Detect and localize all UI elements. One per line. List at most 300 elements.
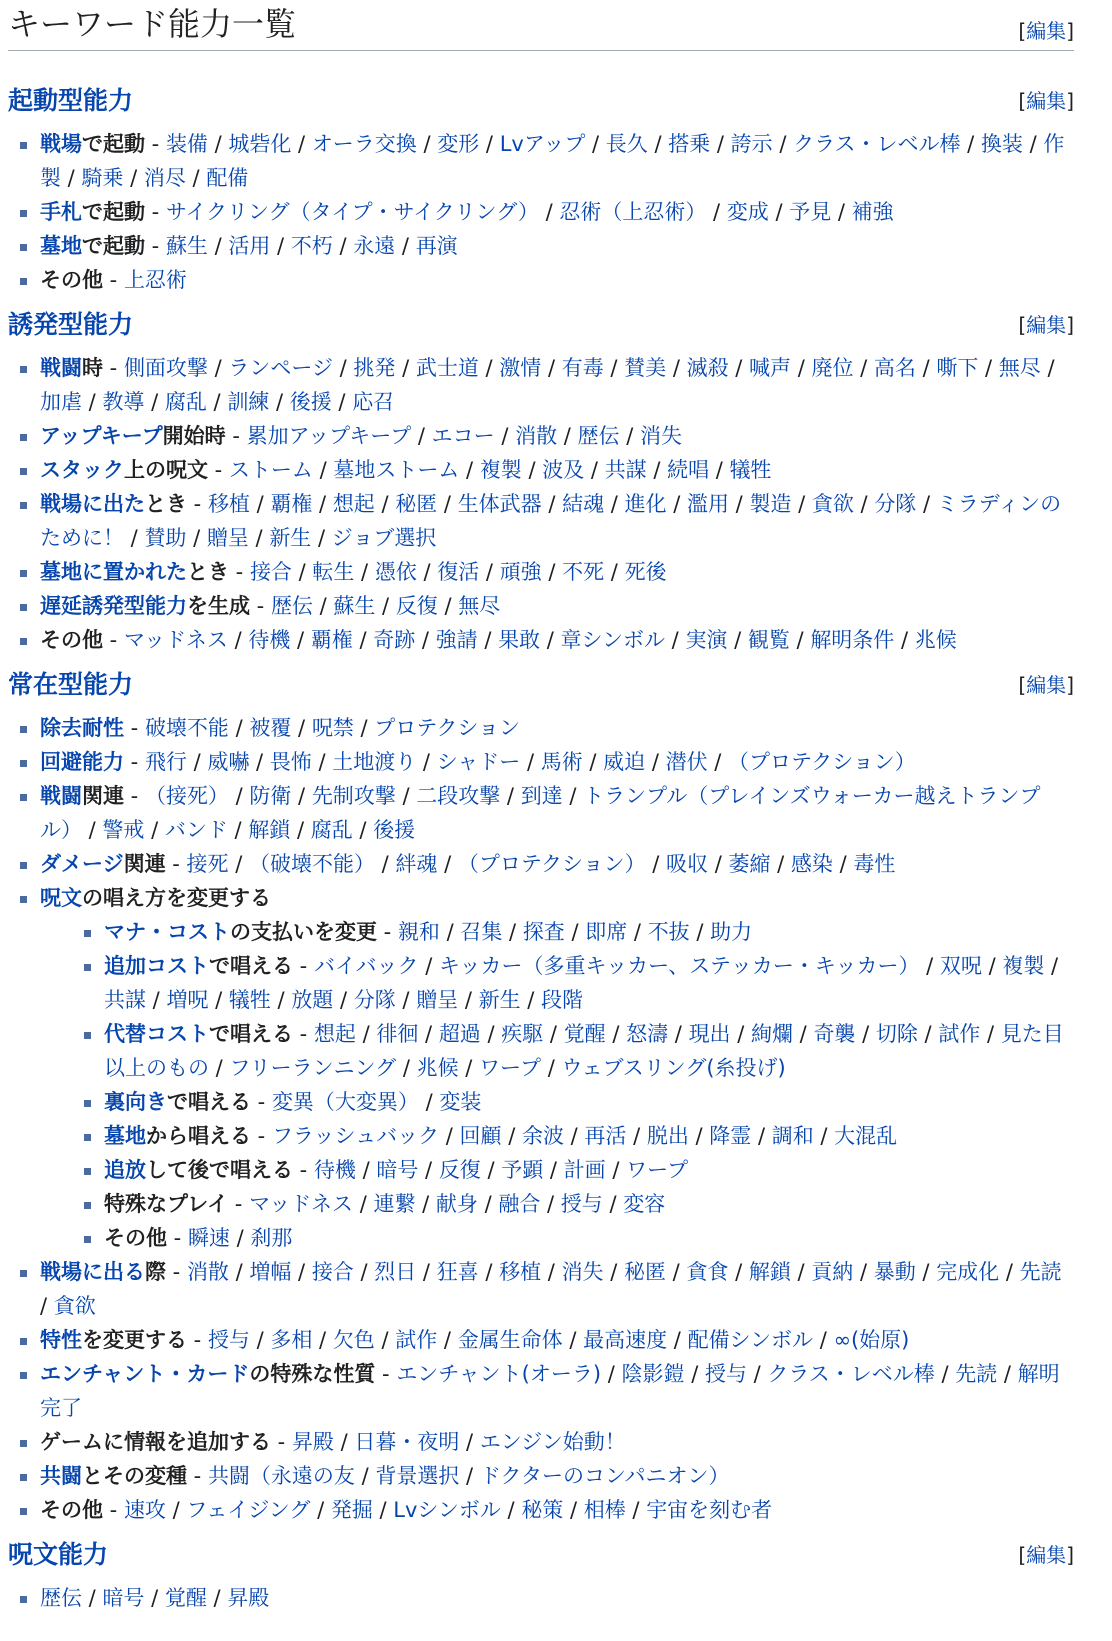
keyword-link[interactable]: 昇殿 bbox=[227, 1586, 270, 1610]
keyword-link[interactable]: 待機 bbox=[313, 1158, 356, 1182]
keyword-link[interactable]: 墓地ストーム bbox=[333, 458, 460, 482]
separator: / bbox=[437, 594, 459, 618]
keyword-link[interactable]: 融合 bbox=[498, 1192, 541, 1216]
keyword-link[interactable]: 訓練 bbox=[227, 390, 270, 414]
keyword-link[interactable]: 超過 bbox=[438, 1022, 481, 1046]
keyword-link[interactable]: 新生 bbox=[478, 988, 521, 1012]
lead-link[interactable]: 戦闘 bbox=[40, 356, 82, 380]
edit-link-wrapper: [編集] bbox=[1018, 1542, 1074, 1567]
lead-link[interactable]: 特性 bbox=[40, 1328, 82, 1352]
keyword-link[interactable]: 徘徊 bbox=[376, 1022, 419, 1046]
keyword-link[interactable]: 切除 bbox=[875, 1022, 918, 1046]
separator: / bbox=[605, 1022, 627, 1046]
keyword-link[interactable]: 大混乱 bbox=[834, 1124, 898, 1148]
keyword-link[interactable]: ジョブ選択 bbox=[331, 526, 437, 550]
keyword-link[interactable]: 覚醒 bbox=[563, 1022, 606, 1046]
keyword-link[interactable]: 歴伝 bbox=[577, 424, 620, 448]
lead-link[interactable]: 手札 bbox=[40, 200, 82, 224]
item-lead bbox=[40, 1498, 103, 1522]
keyword-link[interactable]: 土地渡り bbox=[332, 750, 417, 774]
keyword-link[interactable]: 贈呈 bbox=[416, 988, 459, 1012]
keyword-link[interactable]: 高名 bbox=[873, 356, 916, 380]
lead-link[interactable]: 追加コスト bbox=[104, 954, 209, 978]
keyword-link[interactable]: 装備 bbox=[165, 132, 208, 156]
keyword-link[interactable]: 覇権 bbox=[270, 492, 313, 516]
keyword-link[interactable]: 共謀 bbox=[604, 458, 647, 482]
lead-link[interactable]: 遅延誘発型能力 bbox=[40, 594, 187, 618]
keyword-link[interactable]: 毒性 bbox=[853, 852, 896, 876]
keyword-link[interactable]: 無尽 bbox=[458, 594, 501, 618]
edit-link[interactable]: 編集 bbox=[1026, 88, 1067, 113]
keyword-link[interactable]: ドクターのコンパニオン） bbox=[479, 1464, 730, 1488]
keyword-link[interactable]: 飛行 bbox=[144, 750, 187, 774]
separator: / bbox=[981, 954, 1003, 978]
keyword-link[interactable]: 永遠 bbox=[353, 234, 396, 258]
keyword-link[interactable]: 複製 bbox=[479, 458, 522, 482]
keyword-link[interactable]: 先制攻撃 bbox=[311, 784, 396, 808]
keyword-link[interactable]: （接死） bbox=[144, 784, 229, 808]
keyword-link[interactable]: 反復 bbox=[395, 594, 438, 618]
keyword-link[interactable]: 防衛 bbox=[249, 784, 292, 808]
keyword-link[interactable]: エコー bbox=[431, 424, 495, 448]
keyword-link[interactable]: 消失 bbox=[561, 1260, 604, 1284]
separator: / bbox=[647, 132, 669, 156]
keyword-link[interactable]: 城砦化 bbox=[228, 132, 292, 156]
lead-link[interactable]: 墓地 bbox=[40, 234, 82, 258]
separator: / bbox=[793, 1022, 814, 1046]
list-item: 戦闘関連 - （接死） / 防衛 / 先制攻撃 / 二段攻撃 / 到達 / トランプル（プレインズウォーカー越えトランプル） / 警戒 / バンド / 解鎖 / 腐乱 / 後援 bbox=[8, 779, 1074, 847]
lead-link[interactable]: スタック bbox=[40, 458, 124, 482]
keyword-link[interactable]: 授与 bbox=[207, 1328, 250, 1352]
separator: / bbox=[916, 492, 937, 516]
keyword-link[interactable]: 解鎖 bbox=[748, 1260, 791, 1284]
keyword-link[interactable]: 刹那 bbox=[250, 1226, 293, 1250]
keyword-link[interactable]: 変成 bbox=[726, 200, 769, 224]
keyword-link[interactable]: 陰影鎧 bbox=[621, 1362, 685, 1386]
keyword-link[interactable]: 不朽 bbox=[290, 234, 333, 258]
keyword-link[interactable]: 親和 bbox=[397, 920, 440, 944]
keyword-link[interactable]: 現出 bbox=[688, 1022, 731, 1046]
keyword-link[interactable]: 進化 bbox=[624, 492, 667, 516]
lead-text: を変更する bbox=[82, 1328, 187, 1352]
keyword-link[interactable]: サイクリング（タイプ・サイクリング） bbox=[165, 200, 539, 224]
nested-list bbox=[40, 915, 1074, 1255]
keyword-link[interactable]: 製造 bbox=[749, 492, 792, 516]
keyword-link[interactable]: 章シンボル bbox=[560, 628, 665, 652]
keyword-link[interactable]: 生体武器 bbox=[457, 492, 542, 516]
keyword-link[interactable]: 予顕 bbox=[501, 1158, 544, 1182]
keyword-link[interactable]: 換装 bbox=[980, 132, 1023, 156]
keyword-link[interactable]: 召集 bbox=[460, 920, 503, 944]
keyword-link[interactable]: マッドネス bbox=[123, 628, 228, 652]
keyword-link[interactable]: 分隊 bbox=[353, 988, 396, 1012]
keyword-link[interactable]: 搭乗 bbox=[668, 132, 711, 156]
keyword-link[interactable]: 献身 bbox=[435, 1192, 478, 1216]
keyword-link[interactable]: 教導 bbox=[102, 390, 145, 414]
keyword-link[interactable]: ワープ bbox=[626, 1158, 689, 1182]
edit-link[interactable]: 編集 bbox=[1026, 672, 1067, 697]
lead-link[interactable]: 墓地に置かれた bbox=[40, 560, 187, 584]
keyword-link[interactable]: 変容 bbox=[623, 1192, 666, 1216]
keyword-link[interactable]: 観覧 bbox=[747, 628, 790, 652]
keyword-link[interactable]: 解明条件 bbox=[810, 628, 895, 652]
keyword-link[interactable]: 不死 bbox=[562, 560, 605, 584]
keyword-link[interactable]: 秘匿 bbox=[624, 1260, 666, 1284]
keyword-link[interactable]: 消散 bbox=[515, 424, 558, 448]
lead-link[interactable]: 呪文 bbox=[40, 886, 82, 910]
keyword-link[interactable]: 完成化 bbox=[936, 1260, 1000, 1284]
keyword-link[interactable]: 感染 bbox=[790, 852, 833, 876]
separator: / bbox=[541, 492, 563, 516]
section-header bbox=[8, 79, 1074, 119]
keyword-link[interactable]: 待機 bbox=[248, 628, 291, 652]
keyword-link[interactable]: 激情 bbox=[499, 356, 542, 380]
lead-link[interactable]: マナ・コスト bbox=[104, 920, 230, 944]
keyword-link[interactable]: 多相 bbox=[270, 1328, 313, 1352]
keyword-link[interactable]: 上忍術 bbox=[123, 268, 187, 292]
keyword-link[interactable]: マッドネス bbox=[249, 1192, 354, 1216]
keyword-link[interactable]: 兆候 bbox=[416, 1056, 459, 1080]
keyword-link[interactable]: クラス・レベル棒 bbox=[767, 1362, 935, 1386]
keyword-link[interactable]: 馬術 bbox=[540, 750, 583, 774]
keyword-link[interactable]: 呪禁 bbox=[311, 716, 354, 740]
keyword-link[interactable]: 消散 bbox=[186, 1260, 229, 1284]
keyword-link[interactable]: 解鎖 bbox=[248, 818, 291, 842]
separator: / bbox=[333, 1430, 355, 1454]
keyword-link[interactable]: 怒濤 bbox=[626, 1022, 669, 1046]
lead-link[interactable]: アップキープ bbox=[40, 424, 163, 448]
separator: / bbox=[540, 628, 561, 652]
keyword-link[interactable]: ワープ bbox=[479, 1056, 542, 1080]
keyword-link[interactable]: 加虐 bbox=[40, 390, 82, 414]
keyword-link[interactable]: 死後 bbox=[624, 560, 667, 584]
section-heading: 起動型能力 bbox=[8, 86, 134, 115]
keyword-link[interactable]: 兆候 bbox=[914, 628, 957, 652]
keyword-link[interactable]: 貢納 bbox=[811, 1260, 854, 1284]
lead-link[interactable]: 戦場に出た bbox=[40, 492, 145, 516]
keyword-link[interactable]: 余波 bbox=[521, 1124, 564, 1148]
lead-link[interactable]: 裏向き bbox=[104, 1090, 167, 1114]
keyword-link[interactable]: 萎縮 bbox=[728, 852, 771, 876]
keyword-link[interactable]: 瞬速 bbox=[187, 1226, 230, 1250]
keyword-link[interactable]: 強請 bbox=[435, 628, 478, 652]
keyword-link[interactable]: 奇跡 bbox=[373, 628, 416, 652]
keyword-link[interactable]: （プロテクション） bbox=[457, 852, 646, 876]
keyword-link[interactable]: 配備シンボル bbox=[687, 1328, 814, 1352]
keyword-link[interactable]: 授与 bbox=[560, 1192, 603, 1216]
edit-link[interactable]: 編集 bbox=[1026, 19, 1067, 43]
keyword-link[interactable]: 賛美 bbox=[624, 356, 667, 380]
keyword-link[interactable]: 烈日 bbox=[374, 1260, 417, 1284]
keyword-link[interactable]: 回顧 bbox=[459, 1124, 502, 1148]
keyword-link[interactable]: クラス・レベル棒 bbox=[793, 132, 961, 156]
keyword-link[interactable]: 探査 bbox=[522, 920, 565, 944]
keyword-link[interactable]: 昇殿 bbox=[291, 1430, 334, 1454]
keyword-link[interactable]: 応召 bbox=[352, 390, 395, 414]
keyword-link[interactable]: 濫用 bbox=[687, 492, 729, 516]
keyword-link[interactable]: 腐乱 bbox=[310, 818, 353, 842]
keyword-link[interactable]: 消失 bbox=[639, 424, 682, 448]
keyword-link[interactable]: 警戒 bbox=[102, 818, 145, 842]
keyword-link[interactable]: 相棒 bbox=[583, 1498, 626, 1522]
keyword-link[interactable]: バイバック bbox=[313, 954, 419, 978]
keyword-link[interactable]: 先読 bbox=[955, 1362, 998, 1386]
keyword-link[interactable]: 覇権 bbox=[310, 628, 353, 652]
edit-link[interactable]: 編集 bbox=[1026, 1542, 1067, 1567]
keyword-link[interactable]: 再演 bbox=[415, 234, 458, 258]
keyword-link[interactable]: 絆魂 bbox=[395, 852, 438, 876]
keyword-link[interactable]: 蘇生 bbox=[333, 594, 376, 618]
keyword-link[interactable]: 忍術（上忍術） bbox=[559, 200, 707, 224]
keyword-link[interactable]: 蘇生 bbox=[165, 234, 208, 258]
keyword-link[interactable]: 威迫 bbox=[603, 750, 646, 774]
lead-link[interactable]: 代替コスト bbox=[104, 1022, 209, 1046]
keyword-link[interactable]: 続唱 bbox=[667, 458, 710, 482]
keyword-link[interactable]: 調和 bbox=[771, 1124, 814, 1148]
keyword-link[interactable]: 接合 bbox=[311, 1260, 354, 1284]
keyword-link[interactable]: 増幅 bbox=[249, 1260, 292, 1284]
separator: / bbox=[352, 628, 374, 652]
keyword-link[interactable]: 犠牲 bbox=[729, 458, 772, 482]
keyword-link[interactable]: 移植 bbox=[207, 492, 250, 516]
keyword-link[interactable]: ランページ bbox=[228, 356, 333, 380]
keyword-link[interactable]: 破壊不能 bbox=[144, 716, 229, 740]
keyword-link[interactable]: 復活 bbox=[437, 560, 480, 584]
keyword-link[interactable]: 接死 bbox=[186, 852, 229, 876]
keyword-link[interactable]: 金属生命体 bbox=[457, 1328, 563, 1352]
keyword-link[interactable]: 貪食 bbox=[686, 1260, 729, 1284]
keyword-link[interactable]: 共謀 bbox=[104, 988, 146, 1012]
keyword-link[interactable]: 潜伏 bbox=[665, 750, 708, 774]
list-item: 裏向きで唱える - 変異（大変異） / 変装 bbox=[72, 1085, 1074, 1119]
keyword-link[interactable]: エンジン始動！ bbox=[479, 1430, 626, 1454]
keyword-link[interactable]: フリーランニング bbox=[229, 1056, 397, 1080]
lead-link[interactable]: 戦闘 bbox=[40, 784, 82, 808]
keyword-link[interactable]: 側面攻撃 bbox=[123, 356, 208, 380]
keyword-link[interactable]: 双呪 bbox=[939, 954, 982, 978]
keyword-link[interactable]: トランプル（プレインズウォーカー越えトランプル） bbox=[40, 784, 1041, 842]
keyword-link[interactable]: 後援 bbox=[289, 390, 332, 414]
keyword-link[interactable]: バンド bbox=[164, 818, 228, 842]
keyword-link[interactable]: ミラディンのために！ bbox=[40, 492, 1062, 550]
separator: / bbox=[416, 1260, 437, 1284]
keyword-link[interactable]: ストーム bbox=[228, 458, 313, 482]
keyword-link[interactable]: 想起 bbox=[313, 1022, 356, 1046]
keyword-link[interactable]: 連繋 bbox=[373, 1192, 416, 1216]
item-lead bbox=[40, 1464, 187, 1488]
keyword-link[interactable]: 再活 bbox=[584, 1124, 627, 1148]
keyword-link[interactable]: 奇襲 bbox=[813, 1022, 856, 1046]
separator: / bbox=[354, 1464, 376, 1488]
keyword-link[interactable]: 実演 bbox=[685, 628, 728, 652]
keyword-link[interactable]: 共闘（永遠の友 bbox=[207, 1464, 355, 1488]
keyword-link[interactable]: ∞(始原) bbox=[833, 1328, 910, 1352]
keyword-link[interactable]: 転生 bbox=[312, 560, 355, 584]
separator: / bbox=[768, 200, 790, 224]
separator: / bbox=[500, 784, 521, 808]
keyword-link[interactable]: 贈呈 bbox=[206, 526, 249, 550]
separator: / bbox=[312, 1328, 333, 1352]
keyword-link[interactable]: 補強 bbox=[851, 200, 894, 224]
separator: / bbox=[146, 988, 167, 1012]
keyword-link[interactable]: 分隊 bbox=[874, 492, 917, 516]
list-item: 共闘とその変種 - 共闘（永遠の友 / 背景選択 / ドクターのコンパニオン） bbox=[8, 1459, 1074, 1493]
keyword-link[interactable]: 即席 bbox=[585, 920, 628, 944]
lead-text: で起動 bbox=[82, 200, 145, 224]
keyword-link[interactable]: 覚醒 bbox=[164, 1586, 207, 1610]
keyword-link[interactable]: 授与 bbox=[704, 1362, 747, 1386]
keyword-link[interactable]: 二段攻撃 bbox=[416, 784, 501, 808]
keyword-link[interactable]: 秘策 bbox=[521, 1498, 564, 1522]
keyword-link[interactable]: 暗号 bbox=[376, 1158, 419, 1182]
separator: / bbox=[666, 1260, 687, 1284]
keyword-link[interactable]: 反復 bbox=[438, 1158, 481, 1182]
keyword-link[interactable]: 助力 bbox=[710, 920, 753, 944]
keyword-link[interactable]: 結魂 bbox=[562, 492, 605, 516]
keyword-link[interactable]: キッカー（多重キッカー、ステッカー・キッカー） bbox=[438, 954, 920, 978]
keyword-link[interactable]: 接合 bbox=[249, 560, 292, 584]
keyword-link[interactable]: 暴動 bbox=[873, 1260, 916, 1284]
lead-link[interactable]: 墓地 bbox=[104, 1124, 146, 1148]
separator: / bbox=[206, 390, 228, 414]
keyword-link[interactable]: 試作 bbox=[938, 1022, 981, 1046]
keyword-link[interactable]: 到達 bbox=[520, 784, 563, 808]
keyword-link[interactable]: 犠牲 bbox=[228, 988, 271, 1012]
keyword-link[interactable]: 放題 bbox=[291, 988, 334, 1012]
keyword-link[interactable]: 廃位 bbox=[811, 356, 854, 380]
keyword-link[interactable]: 疾駆 bbox=[501, 1022, 544, 1046]
keyword-link[interactable]: （破壊不能） bbox=[248, 852, 375, 876]
keyword-link[interactable]: 解明完了 bbox=[40, 1362, 1060, 1420]
item-lead bbox=[104, 1124, 251, 1148]
keyword-link[interactable]: 計画 bbox=[563, 1158, 606, 1182]
keyword-link[interactable]: 先読 bbox=[1019, 1260, 1062, 1284]
keyword-link[interactable]: 累加アップキープ bbox=[246, 424, 412, 448]
keyword-link[interactable]: 腐乱 bbox=[164, 390, 207, 414]
keyword-link[interactable]: 複製 bbox=[1002, 954, 1045, 978]
keyword-link[interactable]: エンチャント(オーラ) bbox=[396, 1362, 602, 1386]
keyword-link[interactable]: 背景選択 bbox=[375, 1464, 460, 1488]
keyword-link[interactable]: 無尽 bbox=[998, 356, 1041, 380]
list-item: アップキープ開始時 - 累加アップキープ / エコー / 消散 / 歴伝 / 消失 bbox=[8, 419, 1074, 453]
lead-link[interactable]: 共闘 bbox=[40, 1464, 82, 1488]
keyword-link[interactable]: （プロテクション） bbox=[728, 750, 916, 774]
keyword-link[interactable]: 歴伝 bbox=[40, 1586, 82, 1610]
keyword-link[interactable]: Lvアップ bbox=[499, 132, 586, 156]
lead-link[interactable]: ダメージ bbox=[40, 852, 124, 876]
keyword-link[interactable]: 変形 bbox=[437, 132, 480, 156]
keyword-link[interactable]: 畏怖 bbox=[269, 750, 312, 774]
keyword-link[interactable]: 憑依 bbox=[374, 560, 417, 584]
lead-link[interactable]: エンチャント・カード bbox=[40, 1362, 250, 1386]
keyword-link[interactable]: 被覆 bbox=[249, 716, 292, 740]
keyword-link[interactable]: 見た目以上のもの bbox=[104, 1022, 1064, 1080]
keyword-link[interactable]: 新生 bbox=[269, 526, 312, 550]
separator: / bbox=[374, 852, 396, 876]
keyword-link[interactable]: 威嚇 bbox=[207, 750, 250, 774]
keyword-link[interactable]: 狂喜 bbox=[436, 1260, 479, 1284]
separator: / bbox=[730, 1022, 751, 1046]
keyword-link[interactable]: 滅殺 bbox=[686, 356, 729, 380]
separator: / bbox=[557, 424, 578, 448]
lead-link[interactable]: 戦場に出る bbox=[40, 1260, 145, 1284]
keyword-link[interactable]: Lvシンボル bbox=[393, 1498, 501, 1522]
keyword-link[interactable]: 喊声 bbox=[749, 356, 792, 380]
keyword-link[interactable]: 降霊 bbox=[709, 1124, 752, 1148]
keyword-link[interactable]: フラッシュバック bbox=[271, 1124, 440, 1148]
keyword-list bbox=[8, 351, 1074, 657]
keyword-link[interactable]: 予見 bbox=[789, 200, 832, 224]
keyword-link[interactable]: 後援 bbox=[373, 818, 416, 842]
keyword-link[interactable]: 段階 bbox=[541, 988, 584, 1012]
keyword-link[interactable]: 暗号 bbox=[102, 1586, 145, 1610]
keyword-link[interactable]: 絢爛 bbox=[751, 1022, 793, 1046]
keyword-link[interactable]: 貪欲 bbox=[811, 492, 854, 516]
keyword-link[interactable]: フェイジング bbox=[186, 1498, 311, 1522]
separator: / bbox=[541, 560, 563, 584]
keyword-link[interactable]: ウェブスリング(糸投げ) bbox=[561, 1056, 786, 1080]
lead-link[interactable]: 除去耐性 bbox=[40, 716, 124, 740]
keyword-link[interactable]: 発掘 bbox=[330, 1498, 373, 1522]
keyword-link[interactable]: 移植 bbox=[499, 1260, 542, 1284]
keyword-link[interactable]: 貪欲 bbox=[53, 1294, 96, 1318]
separator: / bbox=[437, 492, 458, 516]
keyword-link[interactable]: 活用 bbox=[228, 234, 271, 258]
keyword-link[interactable]: 波及 bbox=[542, 458, 585, 482]
separator: / bbox=[418, 1022, 439, 1046]
item-lead bbox=[40, 268, 103, 292]
keyword-link[interactable]: 想起 bbox=[332, 492, 375, 516]
keyword-link[interactable]: 変装 bbox=[439, 1090, 482, 1114]
keyword-link[interactable]: 賛助 bbox=[144, 526, 187, 550]
keyword-link[interactable]: 試作 bbox=[395, 1328, 438, 1352]
keyword-link[interactable]: 変異（大変異） bbox=[271, 1090, 419, 1114]
keyword-link[interactable]: 武士道 bbox=[415, 356, 479, 380]
keyword-link[interactable]: 脱出 bbox=[646, 1124, 689, 1148]
keyword-link[interactable]: 有毒 bbox=[561, 356, 604, 380]
keyword-link[interactable]: 速攻 bbox=[123, 1498, 166, 1522]
keyword-link[interactable]: 最高速度 bbox=[583, 1328, 668, 1352]
keyword-link[interactable]: プロテクション bbox=[374, 716, 520, 740]
keyword-link[interactable]: 配備 bbox=[206, 166, 249, 190]
lead-link[interactable]: 戦場 bbox=[40, 132, 82, 156]
keyword-link[interactable]: 秘匿 bbox=[395, 492, 438, 516]
keyword-link[interactable]: 宇宙を刻む者 bbox=[646, 1498, 773, 1522]
keyword-link[interactable]: 作製 bbox=[40, 132, 1065, 190]
keyword-link[interactable]: 騎乗 bbox=[81, 166, 124, 190]
keyword-link[interactable]: 長久 bbox=[605, 132, 648, 156]
keyword-link[interactable]: 歴伝 bbox=[270, 594, 313, 618]
keyword-link[interactable]: 増呪 bbox=[166, 988, 209, 1012]
lead-link[interactable]: 追放 bbox=[104, 1158, 146, 1182]
keyword-link[interactable]: 消尽 bbox=[143, 166, 186, 190]
keyword-link[interactable]: 嘶下 bbox=[936, 356, 979, 380]
keyword-link[interactable]: 欠色 bbox=[332, 1328, 375, 1352]
separator: / bbox=[564, 920, 586, 944]
keyword-link[interactable]: 吸収 bbox=[666, 852, 709, 876]
keyword-link[interactable]: 果敢 bbox=[498, 628, 541, 652]
keyword-link[interactable]: 日暮・夜明 bbox=[354, 1430, 460, 1454]
keyword-link[interactable]: オーラ交換 bbox=[311, 132, 417, 156]
edit-link[interactable]: 編集 bbox=[1026, 312, 1067, 337]
keyword-link[interactable]: 誇示 bbox=[730, 132, 773, 156]
keyword-link[interactable]: 頑強 bbox=[499, 560, 542, 584]
keyword-link[interactable]: 挑発 bbox=[353, 356, 396, 380]
lead-link[interactable]: 回避能力 bbox=[40, 750, 124, 774]
section-header bbox=[8, 1533, 1074, 1573]
keyword-link[interactable]: シャドー bbox=[436, 750, 521, 774]
keyword-link[interactable]: 不抜 bbox=[647, 920, 690, 944]
